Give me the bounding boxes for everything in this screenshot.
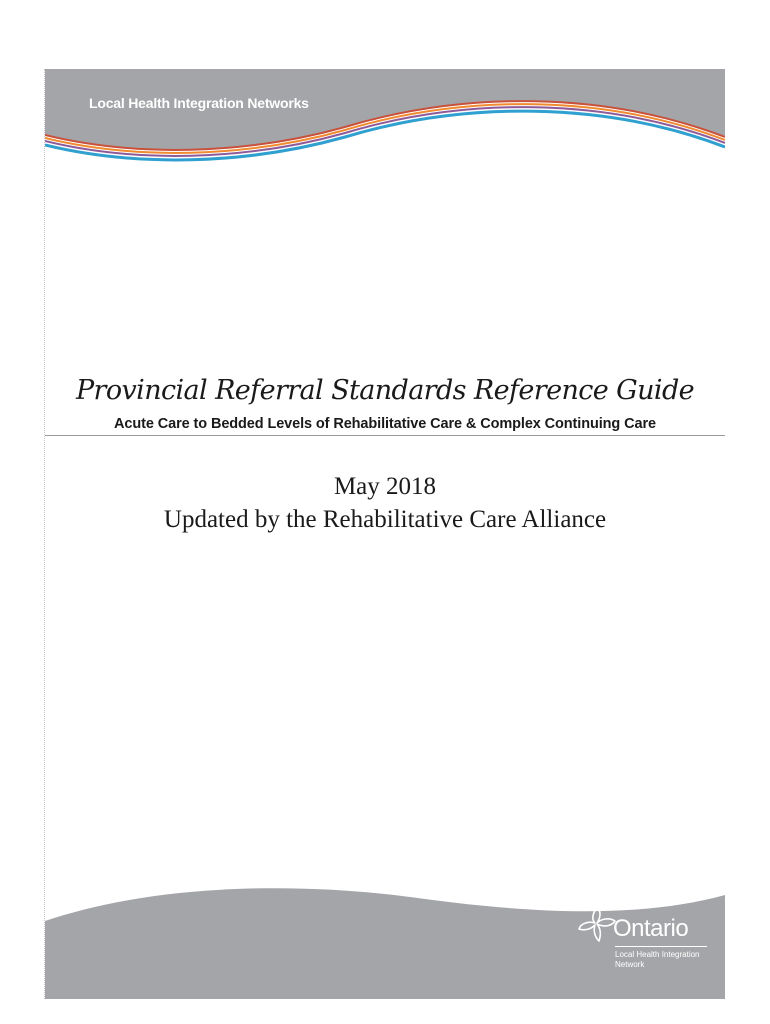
document-updated-by: Updated by the Rehabilitative Care Alliance bbox=[163, 506, 607, 533]
document-page bbox=[44, 69, 725, 999]
document-title: Provincial Referral Standards Reference Guide bbox=[75, 375, 695, 406]
logo-rule bbox=[615, 946, 707, 947]
header-title: Local Health Integration Networks bbox=[89, 95, 309, 111]
logo-tagline: Local Health Integration Network bbox=[615, 950, 700, 969]
header-wave-band bbox=[45, 69, 725, 189]
ontario-wordmark: Ontario bbox=[613, 915, 689, 942]
ontario-logo bbox=[575, 901, 725, 981]
title-divider bbox=[45, 435, 725, 436]
document-subtitle: Acute Care to Bedded Levels of Rehabilitative Care & Complex Continuing Care bbox=[114, 416, 656, 432]
document-date: May 2018 bbox=[333, 473, 437, 500]
